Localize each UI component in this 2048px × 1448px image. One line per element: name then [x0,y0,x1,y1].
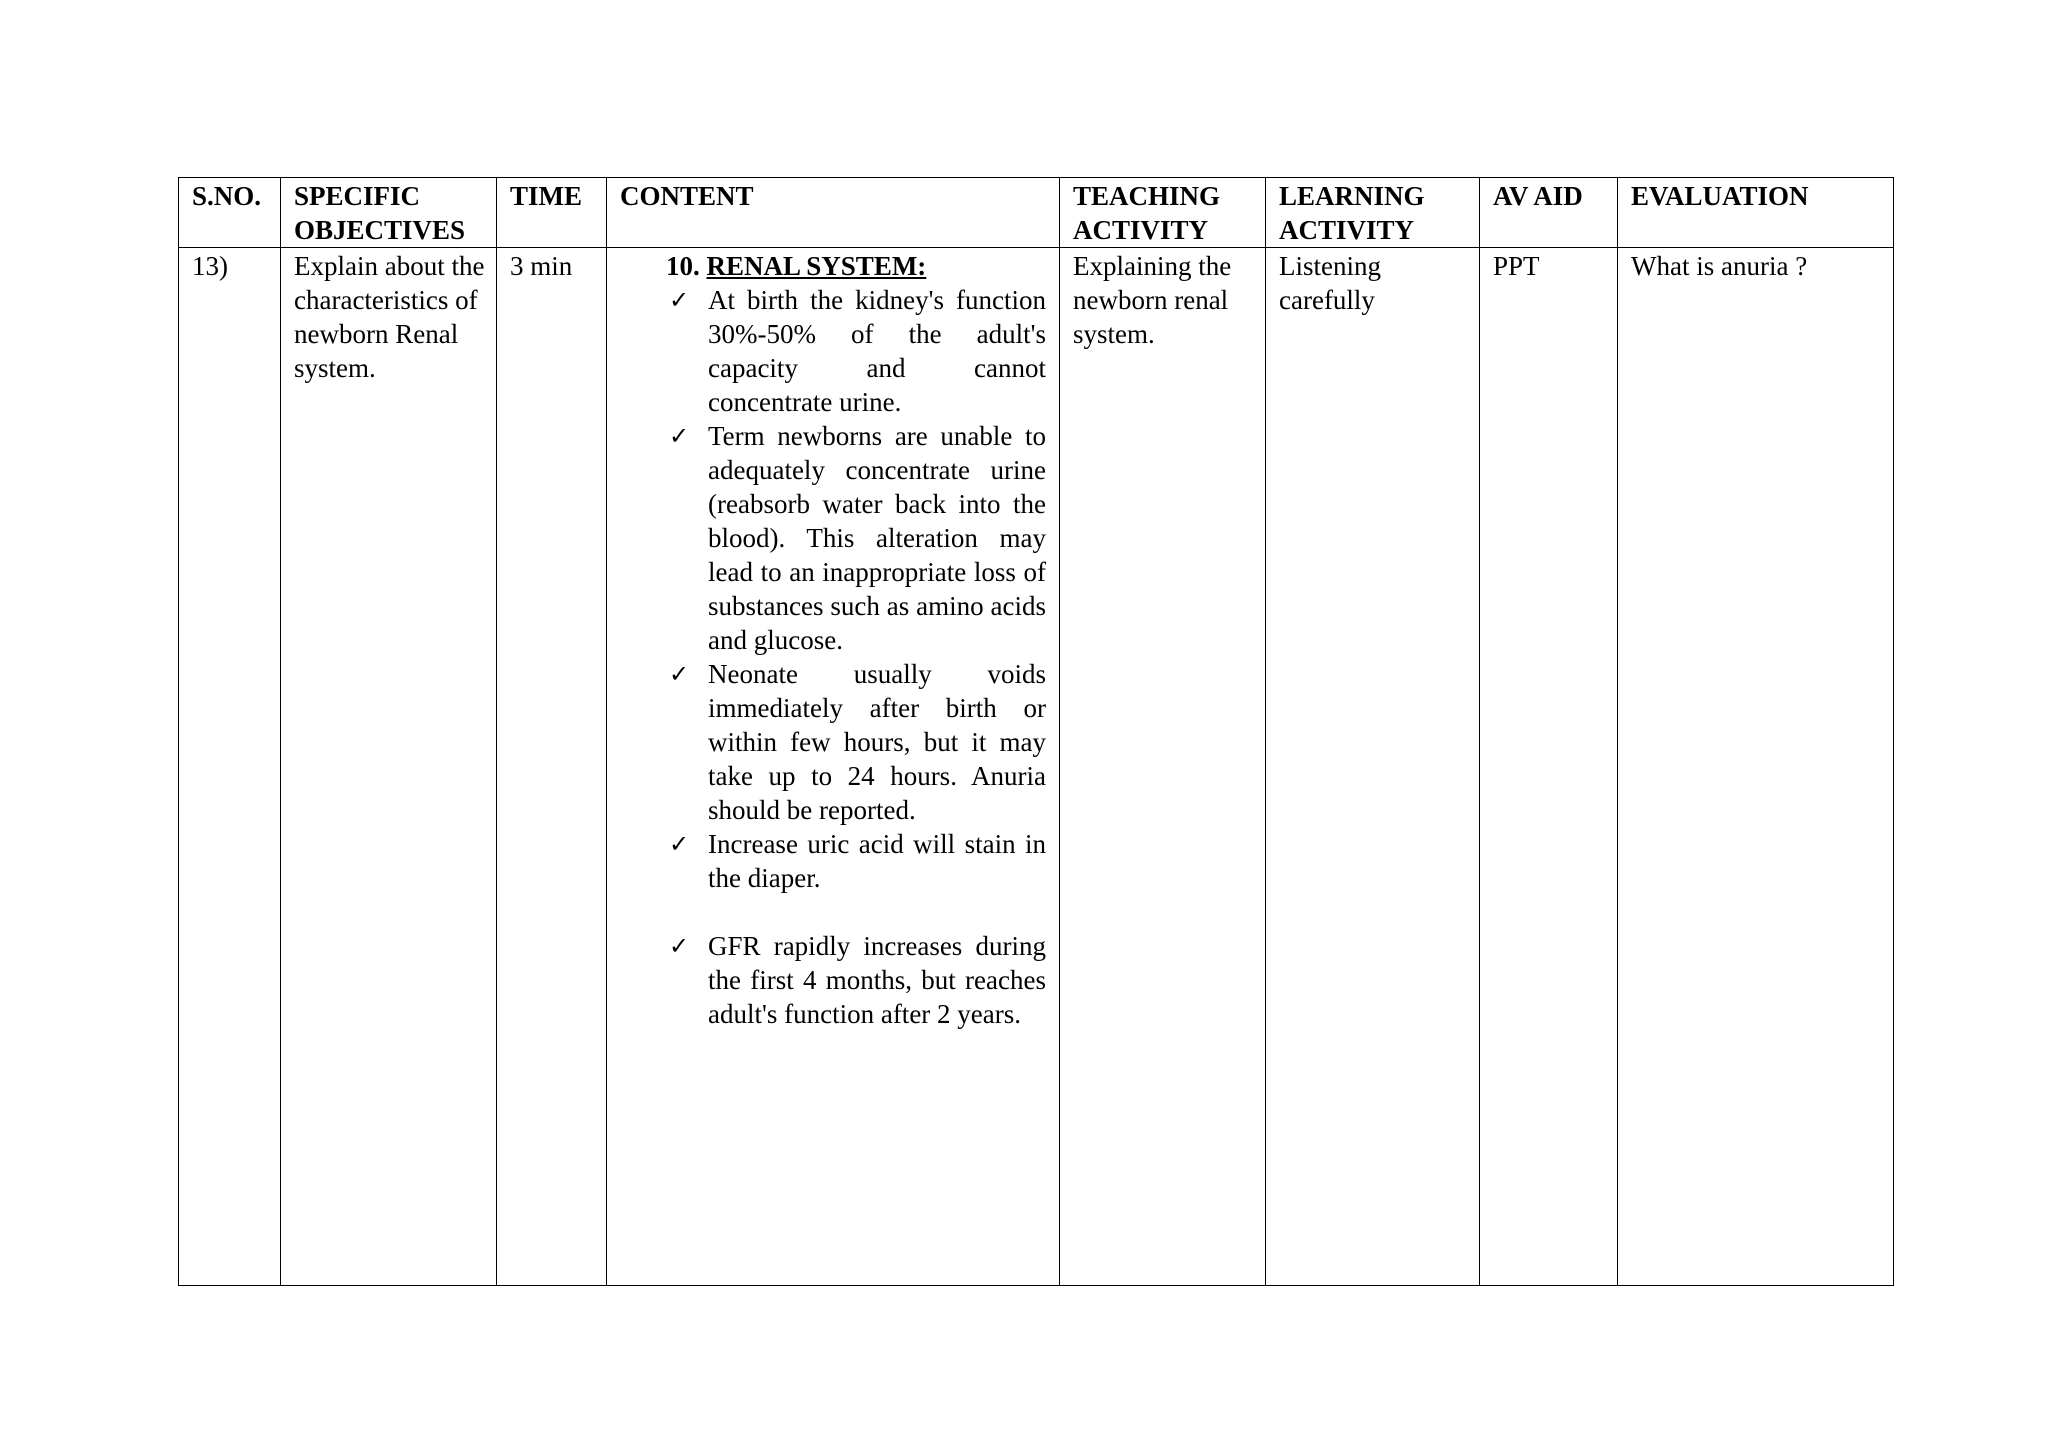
cell-time: 3 min [497,248,607,1286]
content-heading-text: RENAL SYSTEM: [706,251,927,281]
cell-teaching-activity: Explaining the newborn renal system. [1060,248,1266,1286]
cell-av-aid: PPT [1480,248,1618,1286]
header-evaluation: EVALUATION [1618,178,1894,248]
list-item [620,419,1046,657]
list-item-text: Term newborns are unable to adequately concentrate urine (reabsorb water back into the blood). This alteration may lead to an inappropriate loss of substances such as amino acids and glucose. [708,421,1046,655]
header-learning-activity: LEARNING ACTIVITY [1266,178,1480,248]
check-icon: ✓ [668,932,690,960]
header-av-aid: AV AID [1480,178,1618,248]
cell-evaluation: What is anuria ? [1618,248,1894,1286]
header-time: TIME [497,178,607,248]
content-heading-number: 10. [666,251,700,281]
check-icon: ✓ [668,830,690,858]
content-heading [620,249,1046,283]
header-sno: S.NO. [179,178,281,248]
list-item-text: Increase uric acid will stain in the diaper. [708,829,1046,893]
list-item-text: GFR rapidly increases during the first 4 months, but reaches adult's function after 2 years. [708,931,1046,1029]
header-content: CONTENT [607,178,1060,248]
list-item-text: At birth the kidney's function 30%-50% of the adult's capacity and cannot concentrate urine. [708,285,1046,417]
lesson-plan-table [178,177,1894,1286]
header-row [179,178,1894,248]
list-item [620,283,1046,419]
list-item-text: Neonate usually voids immediately after birth or within few hours, but it may take up to 24 hours. Anuria should be reported. [708,659,1046,825]
check-icon: ✓ [668,422,690,450]
list-item [620,657,1046,827]
cell-learning-activity: Listening carefully [1266,248,1480,1286]
check-icon: ✓ [668,286,690,314]
cell-sno: 13) [179,248,281,1286]
cell-content [607,248,1060,1286]
header-teaching-activity: TEACHING ACTIVITY [1060,178,1266,248]
check-icon: ✓ [668,660,690,688]
table-row [179,248,1894,1286]
list-item [620,929,1046,1031]
header-objectives: SPECIFIC OBJECTIVES [281,178,497,248]
cell-objective: Explain about the characteristics of newborn Renal system. [281,248,497,1286]
list-item [620,827,1046,895]
content-bullet-list [620,283,1046,1031]
